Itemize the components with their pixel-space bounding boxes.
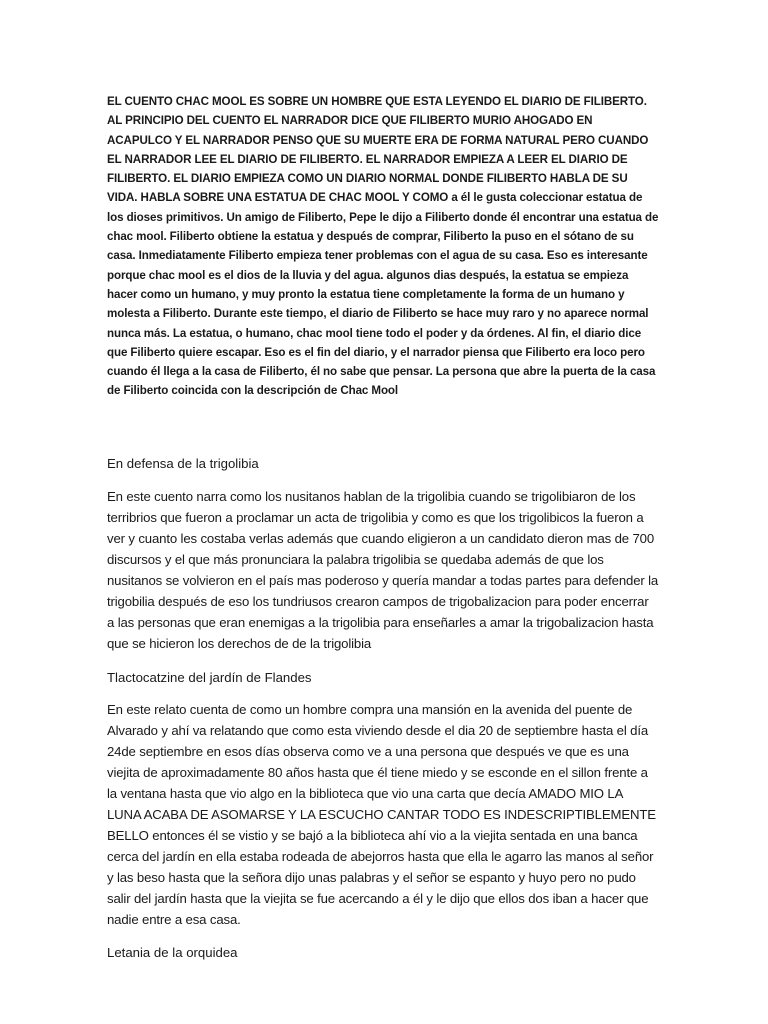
section-text-trigolibia: En este cuento narra como los nusitanos hablan de la trigolibia cuando se trigolibiaron de los terribrios que fueron a proclamar un acta de trigolibia y como es que los trigolibicos la fueron a ver y cuanto les costaba verlas además que cuando eligieron a un candidato dieron mas de 700 discursos y el que más pronunciara la palabra trigolibia se quedaba además de que los nusitanos se volvieron en el país mas poderoso y quería mandar a todas partes para defender la trigobilia después de eso los tundriusos crearon campos de trigobalizacion para poder encerrar a las personas que eran enemigas a la trigolibia para enseñarles a amar la trigobalizacion hasta que se hicieron los derechos de de la trigolibia [107, 488, 659, 651]
section-text-tlactocatzine: En este relato cuenta de como un hombre compra una mansión en la avenida del puente de Alvarado y ahí va relatando que como esta viviendo desde el dia 20 de septiembre hasta el día 24de septiembre en esos días observa como ve a una persona que después ve que es una viejita de aproximadamente 80 años hasta que él tiene miedo y se esconde en el sillon frente a la ventana hasta que vio algo en la biblioteca que vio una carta que decía AMADO MIO LA LUNA ACABA DE ASOMARSE Y LA ESCUCHO CANTAR TODO ES INDESCRIPTIBLEMENTE BELLO entonces él se vistio y se bajó a la biblioteca ahí vio a la viejita sentada en una banca cerca del jardín en ella estaba rodeada de abejorros hasta que ella le agarro las manos al señor y las beso hasta que la señora dijo unas palabras y el señor se espanto y huyo pero no pudo salir del jardín hasta que la viejita se fue acercando a él y le dijo que ellos dos iban a hacer que nadie entre a esa casa. [107, 701, 656, 927]
section-heading-letania: Letania de la orquidea [107, 944, 238, 960]
section-heading-tlactocatzine: Tlactocatzine del jardín de Flandes [107, 669, 312, 685]
section-heading-trigolibia: En defensa de la trigolibia [107, 455, 259, 471]
intro-paragraph: EL CUENTO CHAC MOOL ES SOBRE UN HOMBRE QUE ESTA LEYENDO EL DIARIO DE FILIBERTO. AL PRINCIPIO DEL CUENTO EL NARRADOR DICE QUE FILIBERTO MURIO AHOGADO EN ACAPULCO Y EL NARRADOR PENSO QUE SU MUERTE ERA DE FORMA NATURAL PERO CUANDO EL NARRADOR LEE EL DIARIO DE FILIBERTO. EL NARRADOR EMPIEZA A LEER EL DIARIO DE FILIBERTO. EL DIARIO EMPIEZA COMO UN DIARIO NORMAL DONDE FILIBERTO HABLA DE SU VIDA. HABLA SOBRE UNA ESTATUA DE CHAC MOOL Y COMO a él le gusta coleccionar estatua de los dioses primitivos. Un amigo de Filiberto, Pepe le dijo a Filiberto donde él encontrar una estatua de chac mool. Filiberto obtiene la estatua y después de comprar, Filiberto la puso en el sótano de su casa. Inmediatamente Filiberto empieza tener problemas con el agua de su casa. Eso es interesante porque chac mool es el dios de la lluvia y del agua. algunos dias después, la estatua se empieza hacer como un humano, y muy pronto la estatua tiene completamente la forma de un humano y molesta a Filiberto. Durante este tiempo, el diario de Filiberto se hace muy raro y no aparece normal nunca más. La estatua, o humano, chac mool tiene todo el poder y da órdenes. Al fin, el diario dice que Filiberto quiere escapar. Eso es el fin del diario, y el narrador piensa que Filiberto era loco pero cuando él llega a la casa de Filiberto, él no sabe que pensar. La persona que abre la puerta de la casa de Filiberto coincida con la descripción de Chac Mool [107, 95, 659, 398]
document-page [107, 92, 659, 963]
